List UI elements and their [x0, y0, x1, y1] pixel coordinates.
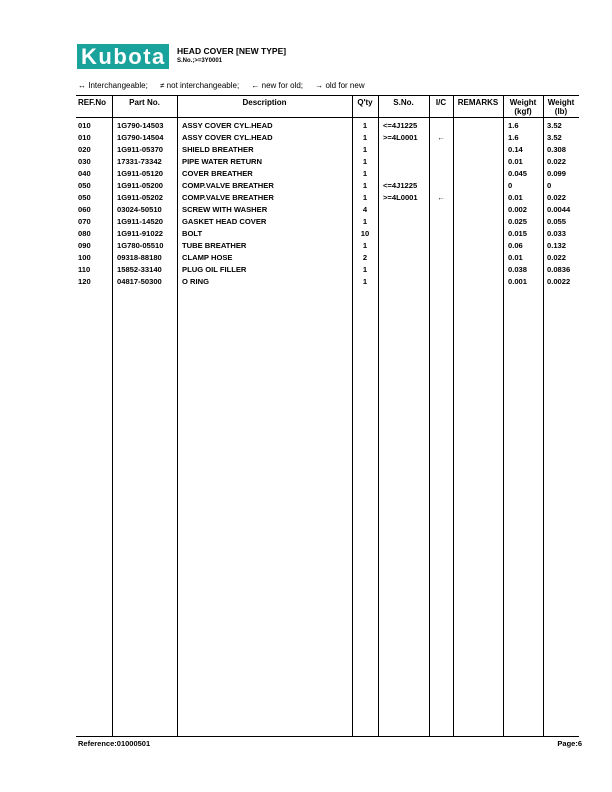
table-row: [0, 133, 612, 145]
cell-part-no: 1G911-05370: [117, 145, 164, 154]
cell-weight-lb: 0: [547, 181, 552, 190]
cell-part-no: 1G911-05120: [117, 169, 164, 178]
cell-description: O RING: [182, 277, 210, 286]
col-header-weight-kgf-line2: (kgf): [514, 107, 532, 116]
cell-weight-lb: 0.022: [547, 253, 567, 262]
cell-weight-kgf: 0.002: [508, 205, 528, 214]
cell-weight-lb: 0.099: [547, 169, 567, 178]
cell-weight-kgf: 1.6: [508, 133, 519, 142]
col-header-part: Part No.: [129, 98, 160, 107]
cell-weight-kgf: 0.06: [508, 241, 523, 250]
cell-ref: 070: [78, 217, 91, 226]
cell-qty: 1: [362, 157, 368, 166]
legend-new-for-old: ← new for old;: [251, 81, 303, 90]
cell-ref: 010: [78, 133, 91, 142]
cell-weight-kgf: 0.025: [508, 217, 528, 226]
cell-weight-lb: 0.022: [547, 193, 567, 202]
table-row: [0, 205, 612, 217]
col-header-weight-kgf-line1: Weight: [509, 98, 537, 107]
cell-qty: 1: [362, 277, 368, 286]
table-row: [0, 157, 612, 169]
cell-part-no: 1G911-91022: [117, 229, 164, 238]
cell-description: ASSY COVER CYL.HEAD: [182, 121, 273, 130]
cell-qty: 1: [362, 145, 368, 154]
cell-ref: 010: [78, 121, 91, 130]
cell-qty: 1: [362, 217, 368, 226]
page-number: Page:6: [557, 739, 582, 748]
cell-description: SHIELD BREATHER: [182, 145, 254, 154]
table-row: [0, 121, 612, 133]
table-row: [0, 241, 612, 253]
col-header-sno: S.No.: [393, 98, 414, 107]
cell-qty: 1: [362, 181, 368, 190]
table-row: [0, 277, 612, 289]
cell-description: PLUG OIL FILLER: [182, 265, 247, 274]
cell-ref: 050: [78, 181, 91, 190]
cell-sno: >=4L0001: [383, 193, 418, 202]
cell-qty: 4: [362, 205, 368, 214]
cell-qty: 1: [362, 121, 368, 130]
cell-weight-lb: 3.52: [547, 121, 562, 130]
cell-description: CLAMP HOSE: [182, 253, 233, 262]
table-row: [0, 145, 612, 157]
cell-description: COMP.VALVE BREATHER: [182, 193, 274, 202]
cell-weight-lb: 0.033: [547, 229, 567, 238]
table-row: [0, 265, 612, 277]
cell-qty: 1: [362, 193, 368, 202]
col-header-weight-lb: [543, 98, 579, 116]
table-row: [0, 253, 612, 265]
cell-ref: 050: [78, 193, 91, 202]
cell-part-no: 03024-50510: [117, 205, 162, 214]
serial-range: S.No.;>=3Y0001: [177, 58, 223, 64]
col-header-description: Description: [242, 98, 287, 107]
cell-part-no: 17331-73342: [117, 157, 162, 166]
cell-description: ASSY COVER CYL.HEAD: [182, 133, 273, 142]
col-header-qty: Q'ty: [357, 98, 373, 107]
cell-description: GASKET HEAD COVER: [182, 217, 267, 226]
cell-sno: <=4J1225: [383, 121, 418, 130]
legend-not-interchangeable: ≠ not interchangeable;: [160, 81, 240, 90]
reference-number: Reference:01000501: [78, 739, 151, 748]
cell-ref: 110: [78, 265, 91, 274]
cell-part-no: 1G911-05200: [117, 181, 164, 190]
cell-part-no: 1G911-14520: [117, 217, 164, 226]
cell-weight-kgf: 0.01: [508, 193, 523, 202]
cell-weight-kgf: 0.015: [508, 229, 528, 238]
col-header-ic: I/C: [435, 98, 447, 107]
table-row: [0, 193, 612, 205]
col-header-remarks: REMARKS: [457, 98, 499, 107]
cell-description: TUBE BREATHER: [182, 241, 247, 250]
cell-part-no: 1G780-05510: [117, 241, 164, 250]
col-header-weight-kgf: [503, 98, 543, 116]
cell-ref: 080: [78, 229, 91, 238]
cell-weight-kgf: 0.001: [508, 277, 528, 286]
cell-qty: 1: [362, 241, 368, 250]
cell-description: COMP.VALVE BREATHER: [182, 181, 274, 190]
cell-ref: 030: [78, 157, 91, 166]
cell-sno: >=4L0001: [383, 133, 418, 142]
cell-weight-lb: 0.0044: [547, 205, 571, 214]
cell-weight-kgf: 0: [508, 181, 513, 190]
cell-part-no: 1G790-14503: [117, 121, 164, 130]
kubota-logo: [77, 44, 169, 69]
cell-part-no: 09318-88180: [117, 253, 162, 262]
cell-weight-lb: 0.0022: [547, 277, 571, 286]
cell-description: BOLT: [182, 229, 203, 238]
cell-weight-kgf: 1.6: [508, 121, 519, 130]
cell-weight-kgf: 0.14: [508, 145, 523, 154]
cell-sno: <=4J1225: [383, 181, 418, 190]
cell-weight-lb: 0.132: [547, 241, 567, 250]
cell-part-no: 04817-50300: [117, 277, 162, 286]
col-header-weight-lb-line2: (lb): [554, 107, 568, 116]
cell-weight-lb: 0.055: [547, 217, 567, 226]
cell-description: PIPE WATER RETURN: [182, 157, 263, 166]
cell-weight-lb: 0.0836: [547, 265, 571, 274]
table-row: [0, 181, 612, 193]
cell-ref: 020: [78, 145, 91, 154]
cell-qty: 10: [360, 229, 370, 238]
cell-description: SCREW WITH WASHER: [182, 205, 268, 214]
logo-text: Kubota: [81, 44, 166, 69]
cell-qty: 1: [362, 169, 368, 178]
cell-weight-kgf: 0.038: [508, 265, 528, 274]
col-header-ref: REF.No: [78, 98, 106, 107]
legend-interchangeable: ↔ Interchangeable;: [78, 81, 148, 90]
cell-ref: 060: [78, 205, 91, 214]
cell-weight-kgf: 0.045: [508, 169, 528, 178]
table-row: [0, 229, 612, 241]
cell-part-no: 1G911-05202: [117, 193, 164, 202]
cell-weight-kgf: 0.01: [508, 253, 523, 262]
cell-ref: 040: [78, 169, 91, 178]
cell-part-no: 1G790-14504: [117, 133, 164, 142]
cell-ref: 100: [78, 253, 91, 262]
table-row: [0, 169, 612, 181]
cell-weight-lb: 0.022: [547, 157, 567, 166]
cell-qty: 1: [362, 133, 368, 142]
cell-weight-lb: 3.52: [547, 133, 562, 142]
table-row: [0, 217, 612, 229]
cell-qty: 2: [362, 253, 368, 262]
cell-ref: 090: [78, 241, 91, 250]
cell-ref: 120: [78, 277, 91, 286]
interchangeability-legend: [78, 81, 375, 90]
legend-old-for-new: → old for new: [315, 81, 365, 90]
cell-weight-lb: 0.308: [547, 145, 567, 154]
page-title: HEAD COVER [NEW TYPE]: [177, 46, 287, 56]
cell-ic: ←: [437, 133, 445, 142]
cell-qty: 1: [362, 265, 368, 274]
cell-weight-kgf: 0.01: [508, 157, 523, 166]
cell-ic: ←: [437, 193, 445, 202]
col-header-weight-lb-line1: Weight: [547, 98, 575, 107]
cell-part-no: 15852-33140: [117, 265, 162, 274]
cell-description: COVER BREATHER: [182, 169, 253, 178]
